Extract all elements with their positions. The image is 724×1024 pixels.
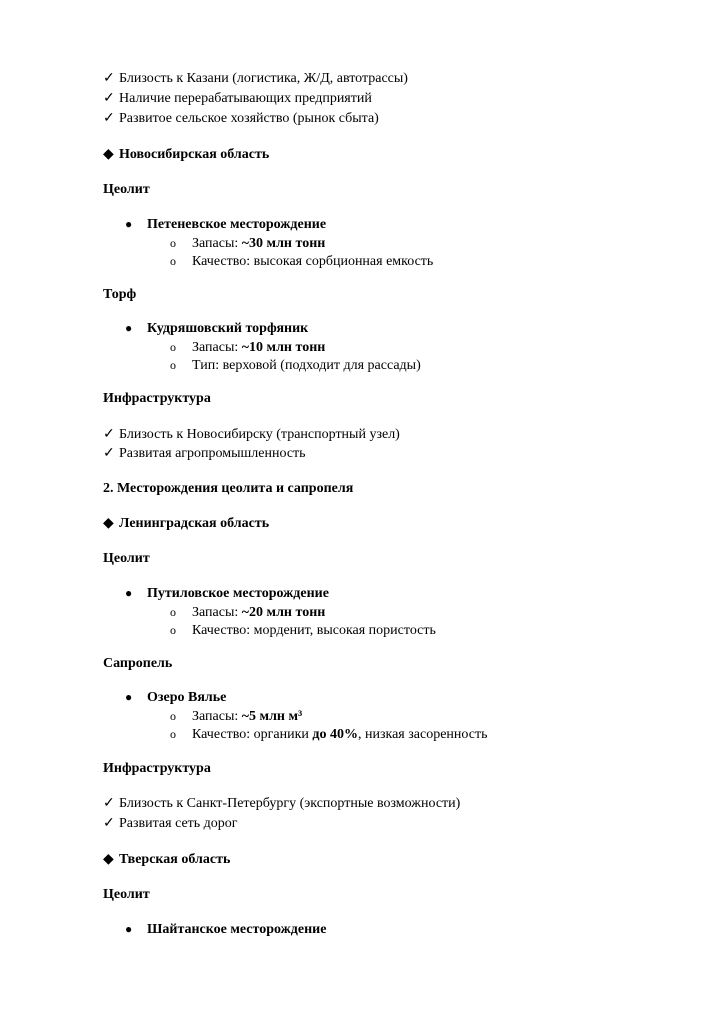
deposit-item: ● Озеро Вялье — [125, 690, 227, 705]
detail-item: o Качество: морденит, высокая пористость — [170, 623, 436, 638]
region-heading: ◆ Новосибирская область — [103, 147, 270, 162]
circle-bullet-icon: o — [170, 340, 176, 354]
bullet-icon: ● — [125, 321, 133, 335]
check-item: ✓ Развитая сеть дорог — [103, 816, 238, 831]
check-item: ✓ Близость к Казани (логистика, Ж/Д, автотрассы) — [103, 71, 408, 86]
bullet-icon: ● — [125, 690, 133, 704]
deposit-item: ● Путиловское месторождение — [125, 586, 329, 601]
detail-item: o Тип: верховой (подходит для рассады) — [170, 358, 421, 373]
bullet-icon: ● — [125, 922, 133, 936]
deposit-item: ● Петеневское месторождение — [125, 217, 327, 232]
check-item: ✓ Развитое сельское хозяйство (рынок сбыта) — [103, 111, 379, 126]
subsection-heading: Цеолит — [103, 551, 150, 566]
check-icon: ✓ — [103, 111, 115, 126]
diamond-icon: ◆ — [103, 147, 114, 162]
deposit-item: ● Кудряшовский торфяник — [125, 321, 309, 336]
detail-item: o Запасы: ~5 млн м³ — [170, 709, 303, 724]
subsection-heading: Сапропель — [103, 656, 173, 671]
diamond-icon: ◆ — [103, 516, 114, 531]
circle-bullet-icon: o — [170, 605, 176, 619]
check-icon: ✓ — [103, 446, 115, 461]
detail-item: o Запасы: ~20 млн тонн — [170, 605, 326, 620]
check-item: ✓ Развитая агропромышленность — [103, 446, 306, 461]
check-item: ✓ Близость к Новосибирску (транспортный узел) — [103, 427, 400, 442]
bullet-icon: ● — [125, 586, 133, 600]
circle-bullet-icon: o — [170, 358, 176, 372]
check-item: ✓ Близость к Санкт-Петербургу (экспортные возможности) — [103, 796, 461, 811]
check-icon: ✓ — [103, 71, 115, 86]
check-icon: ✓ — [103, 816, 115, 831]
region-heading: ◆ Ленинградская область — [103, 516, 270, 531]
subsection-heading: Инфраструктура — [103, 761, 211, 776]
circle-bullet-icon: o — [170, 236, 176, 250]
circle-bullet-icon: o — [170, 623, 176, 637]
subsection-heading: Инфраструктура — [103, 391, 211, 406]
subsection-heading: Цеолит — [103, 182, 150, 197]
check-icon: ✓ — [103, 427, 115, 442]
subsection-heading: Цеолит — [103, 887, 150, 902]
detail-item: o Качество: высокая сорбционная емкость — [170, 254, 434, 269]
region-heading: ◆ Тверская область — [103, 852, 231, 867]
deposit-item: ● Шайтанское месторождение — [125, 922, 327, 937]
circle-bullet-icon: o — [170, 254, 176, 268]
diamond-icon: ◆ — [103, 852, 114, 867]
check-item: ✓ Наличие перерабатывающих предприятий — [103, 91, 372, 106]
bullet-icon: ● — [125, 217, 133, 231]
detail-item: o Качество: органики до 40%, низкая засоренность — [170, 727, 488, 742]
subsection-heading: Торф — [103, 287, 137, 302]
detail-item: o Запасы: ~10 млн тонн — [170, 340, 326, 355]
circle-bullet-icon: o — [170, 727, 176, 741]
check-icon: ✓ — [103, 796, 115, 811]
section-title: 2. Месторождения цеолита и сапропеля — [103, 481, 354, 496]
detail-item: o Запасы: ~30 млн тонн — [170, 236, 326, 251]
circle-bullet-icon: o — [170, 709, 176, 723]
check-icon: ✓ — [103, 91, 115, 106]
